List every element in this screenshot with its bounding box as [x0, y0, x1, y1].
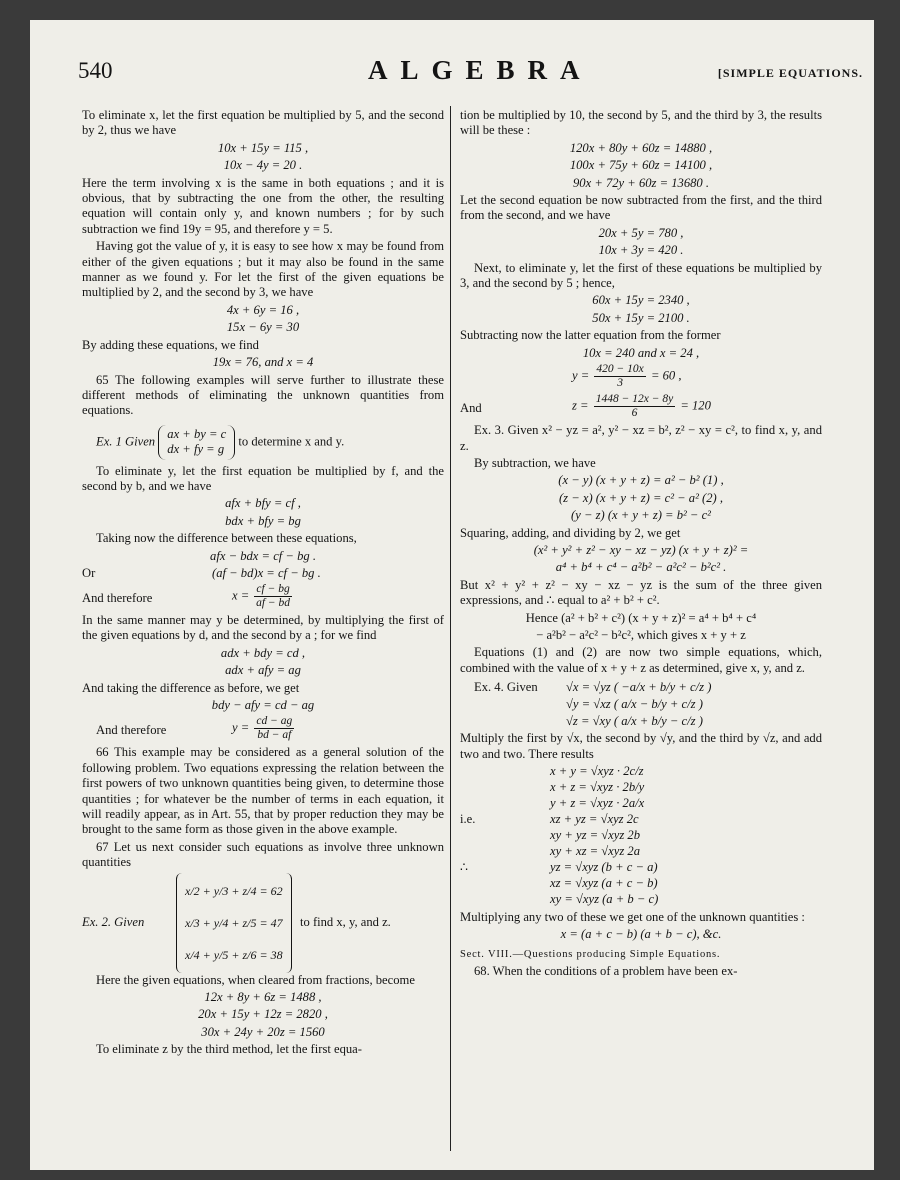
example-label: Ex. 2. Given: [82, 914, 145, 929]
equation-row: [460, 796, 822, 812]
denominator: bd − af: [257, 729, 292, 742]
paragraph: Equations (1) and (2) are now two simple equations, which, combined with the value of x + y + z as determined, give x, y, and z.: [460, 645, 822, 675]
fraction-equation: [232, 715, 296, 742]
equation: 4x + 6y = 16 ,: [226, 302, 300, 317]
equation: x = (a + c − b) (a + b − c), &c.: [560, 927, 722, 942]
paragraph: Subtracting now the latter equation from the former: [460, 328, 721, 343]
page-header: [78, 55, 863, 98]
right-column: [460, 108, 822, 982]
equation: √x = √yz ( −a/x + b/y + c/z ): [566, 680, 712, 695]
equation: 10x = 240 and x = 24 ,: [582, 345, 700, 360]
equation-row: [460, 363, 822, 393]
equation: 90x + 72y + 60z = 13680 .: [572, 175, 710, 190]
equation: a⁴ + b⁴ + c⁴ − a²b² − a²c² − b²c² .: [555, 560, 727, 575]
equation: yz = √xyz (b + c − a): [550, 860, 658, 874]
paragraph: And taking the difference as before, we get: [82, 680, 300, 695]
book-page: [30, 20, 874, 1170]
numerator: 1448 − 12x − 8y: [595, 393, 674, 406]
paragraph: 68. When the conditions of a problem have been ex-: [474, 964, 738, 979]
page-number: 540: [78, 58, 113, 83]
paragraph: Taking now the difference between these equations,: [96, 531, 357, 546]
equation: 120x + 80y + 60z = 14880 ,: [569, 140, 713, 155]
equation: x/3 + y/4 + z/5 = 47: [185, 915, 283, 930]
equation: bdy − afy = cd − ag: [211, 698, 315, 712]
numerator: cd − ag: [256, 715, 293, 728]
fraction: [254, 583, 291, 610]
fraction: [594, 393, 675, 420]
equation: 30x + 24y + 20z = 1560: [201, 1024, 325, 1039]
equation-row: [474, 680, 822, 697]
equation-row: [82, 715, 444, 745]
numerator: cf − bg: [256, 582, 290, 595]
equation: − a²b² − a²c² − b²c², which gives x + y + z: [536, 627, 746, 642]
denominator: 3: [617, 377, 623, 390]
equation: 100x + 75y + 60z = 14100 ,: [569, 158, 713, 173]
equation: x + y = √xyz · 2c/z: [550, 764, 644, 778]
equation-row: [460, 828, 822, 844]
fraction: [594, 363, 645, 390]
equation-system: [176, 873, 292, 973]
derivation: [460, 764, 822, 908]
equation: √y = √xz ( a/x − b/y + c/z ): [566, 697, 703, 712]
equation: 10x + 3y = 420 .: [598, 243, 684, 258]
example-task: to determine x and y.: [238, 434, 345, 449]
paragraph: But x² + y² + z² − xy − xz − yz is the sum of the three given expressions, and ∴ equal to a² + b² + c².: [460, 577, 822, 608]
equation-row: [474, 714, 822, 731]
equation-row: [460, 764, 822, 780]
equation: xy + yz = √xyz 2b: [550, 828, 640, 842]
equation: Hence (a² + b² + c²) (x + y + z)² = a⁴ + b⁴ + c⁴: [525, 610, 757, 625]
paragraph: Having got the value of y, it is easy to see how x may be found from either of the given equations ; but it may also be found in the same manner as we found y. For let the first of the given equations be multiplied by 2, and the second by 3, we have: [82, 239, 444, 300]
lhs: y =: [232, 720, 250, 735]
lhs: x =: [232, 588, 250, 603]
equation: ax + by = c: [167, 426, 227, 441]
example-1: [96, 425, 444, 460]
equation: 50x + 15y = 2100 .: [592, 310, 690, 325]
equation-row: [460, 876, 822, 892]
section-heading: Sect. VIII.—Questions producing Simple Equations.: [460, 948, 721, 960]
equation: 10x − 4y = 20 .: [223, 158, 303, 173]
equation: xy + xz = √xyz 2a: [550, 844, 640, 858]
equation: (z − x) (x + y + z) = c² − a² (2) ,: [558, 490, 724, 505]
therefore-symbol: ∴: [460, 860, 469, 874]
lhs: y =: [572, 368, 590, 383]
row-label: And therefore: [82, 590, 153, 605]
equation: adx + afy = ag: [225, 663, 301, 678]
equation-row: [82, 583, 444, 613]
row-label: And therefore: [96, 723, 167, 738]
equation-row: [460, 844, 822, 860]
equation-row: [474, 697, 822, 714]
equation: 20x + 5y = 780 ,: [598, 225, 684, 240]
equation: afx + bfy = cf ,: [225, 496, 301, 511]
equation: y + z = √xyz · 2a/x: [550, 796, 645, 810]
fraction-equation: [232, 583, 294, 610]
equation: afx − bdx = cf − bg .: [210, 548, 316, 563]
equation: (af − bd)x = cf − bg .: [212, 565, 321, 580]
paragraph: Squaring, adding, and dividing by 2, we get: [460, 525, 681, 540]
example-label: Ex. 4. Given: [474, 680, 538, 695]
fraction: [254, 715, 294, 742]
row-label: i.e.: [460, 812, 476, 826]
equation: dx + fy = g: [167, 442, 225, 457]
paragraph: Let the second equation be now subtracted from the first, and the third from the second, and we have: [460, 193, 822, 223]
equation: adx + bdy = cd ,: [220, 645, 306, 660]
equation: xz = √xyz (a + c − b): [550, 876, 658, 890]
rhs: = 60 ,: [650, 368, 682, 383]
denominator: 6: [631, 407, 638, 420]
denominator: af − bd: [256, 596, 291, 609]
paragraph: By subtraction, we have: [474, 455, 596, 470]
paragraph: Next, to eliminate y, let the first of these equations be multiplied by 3, and the second by 5 ; hence,: [460, 260, 822, 291]
equation: xy = √xyz (a + b − c): [550, 892, 659, 906]
paragraph: To eliminate x, let the first equation be multiplied by 5, and the second by 2, thus we have: [82, 108, 444, 138]
equation: bdx + bfy = bg: [225, 513, 301, 528]
paragraph: 65 The following examples will serve further to illustrate these different methods of eliminating the unknown quantities from equations.: [82, 372, 444, 418]
equation-row: [460, 780, 822, 796]
example-2: [82, 873, 444, 973]
paragraph: Here the given equations, when cleared from fractions, become: [96, 972, 415, 987]
column-divider: [450, 106, 451, 1151]
paragraph: By adding these equations, we find: [82, 337, 259, 352]
equation: 60x + 15y = 2340 ,: [592, 293, 690, 308]
equation-row: [460, 393, 822, 423]
equation-row: [460, 860, 822, 876]
paragraph: In the same manner may y be determined, by multiplying the first of the given equations by d, and the second by a ; for we find: [82, 612, 444, 643]
example-label: Ex. 1 Given: [96, 434, 156, 449]
equation: (x² + y² + z² − xy − xz − yz) (x + y + z)² =: [533, 542, 749, 557]
paragraph: To eliminate z by the third method, let the first equa-: [96, 1042, 362, 1057]
equation-system: [158, 425, 235, 460]
equation: 20x + 15y + 12z = 2820 ,: [198, 1007, 328, 1022]
equation: 10x + 15y = 115 ,: [217, 140, 309, 155]
example-task: to find x, y, and z.: [300, 914, 391, 929]
running-section: [SIMPLE EQUATIONS.: [717, 66, 863, 80]
numerator: 420 − 10x: [596, 363, 644, 376]
lhs: z =: [572, 398, 589, 413]
equation-row: [460, 812, 822, 828]
equation: (x − y) (x + y + z) = a² − b² (1) ,: [558, 473, 724, 488]
paragraph: Ex. 3. Given x² − yz = a², y² − xz = b², z² − xy = c², to find x, y, and z.: [460, 423, 822, 453]
equation: 12x + 8y + 6z = 1488 ,: [204, 990, 322, 1005]
equation: xz + yz = √xyz 2c: [550, 812, 639, 826]
paragraph: 66 This example may be considered as a general solution of the following problem. Two equations expressing the relation between the first powers of two unknown quantities being given, to determine those quantities ; for whatever be the number of terms in each equation, it will readily appear, as in Art. 55, that by proper reduction they may be brought to the same form as those given in the above example.: [82, 745, 444, 837]
equation: √z = √xy ( a/x + b/y − c/z ): [566, 714, 703, 729]
paragraph: Here the term involving x is the same in both equations ; and it is obvious, that by subtracting the one from the other, the resulting equation will contain only y, and known numbers ; for by such subtraction we find 19y = 95, and therefore y = 5.: [82, 175, 444, 236]
equation: 15x − 6y = 30: [226, 320, 300, 335]
row-label: And: [460, 401, 482, 416]
equation: x + z = √xyz · 2b/y: [550, 780, 645, 794]
paragraph: To eliminate y, let the first equation be multiplied by f, and the second by b, and we have: [82, 463, 444, 493]
paragraph: 67 Let us next consider such equations as involve three unknown quantities: [82, 839, 444, 870]
equation-row: [460, 892, 822, 908]
paragraph: Multiplying any two of these we get one of the unknown quantities :: [460, 910, 805, 924]
equation: x/2 + y/3 + z/4 = 62: [185, 883, 283, 898]
equation: 19x = 76, and x = 4: [212, 355, 314, 370]
equation: x/4 + y/5 + z/6 = 38: [185, 947, 283, 962]
row-label: Or: [82, 565, 96, 580]
equation: (y − z) (x + y + z) = b² − c²: [571, 508, 711, 523]
example-4: [474, 680, 822, 731]
fraction-equation: [572, 393, 711, 420]
running-title: ALGEBRA: [368, 55, 593, 85]
paragraph: Multiply the first by √x, the second by √y, and the third by √z, and add two and two. There results: [460, 731, 822, 761]
equation-row: [82, 566, 444, 583]
fraction-equation: [572, 363, 681, 390]
rhs: = 120: [680, 398, 711, 413]
left-column: [82, 108, 444, 1060]
paragraph: tion be multiplied by 10, the second by 5, and the third by 3, the results will be these :: [460, 108, 822, 138]
